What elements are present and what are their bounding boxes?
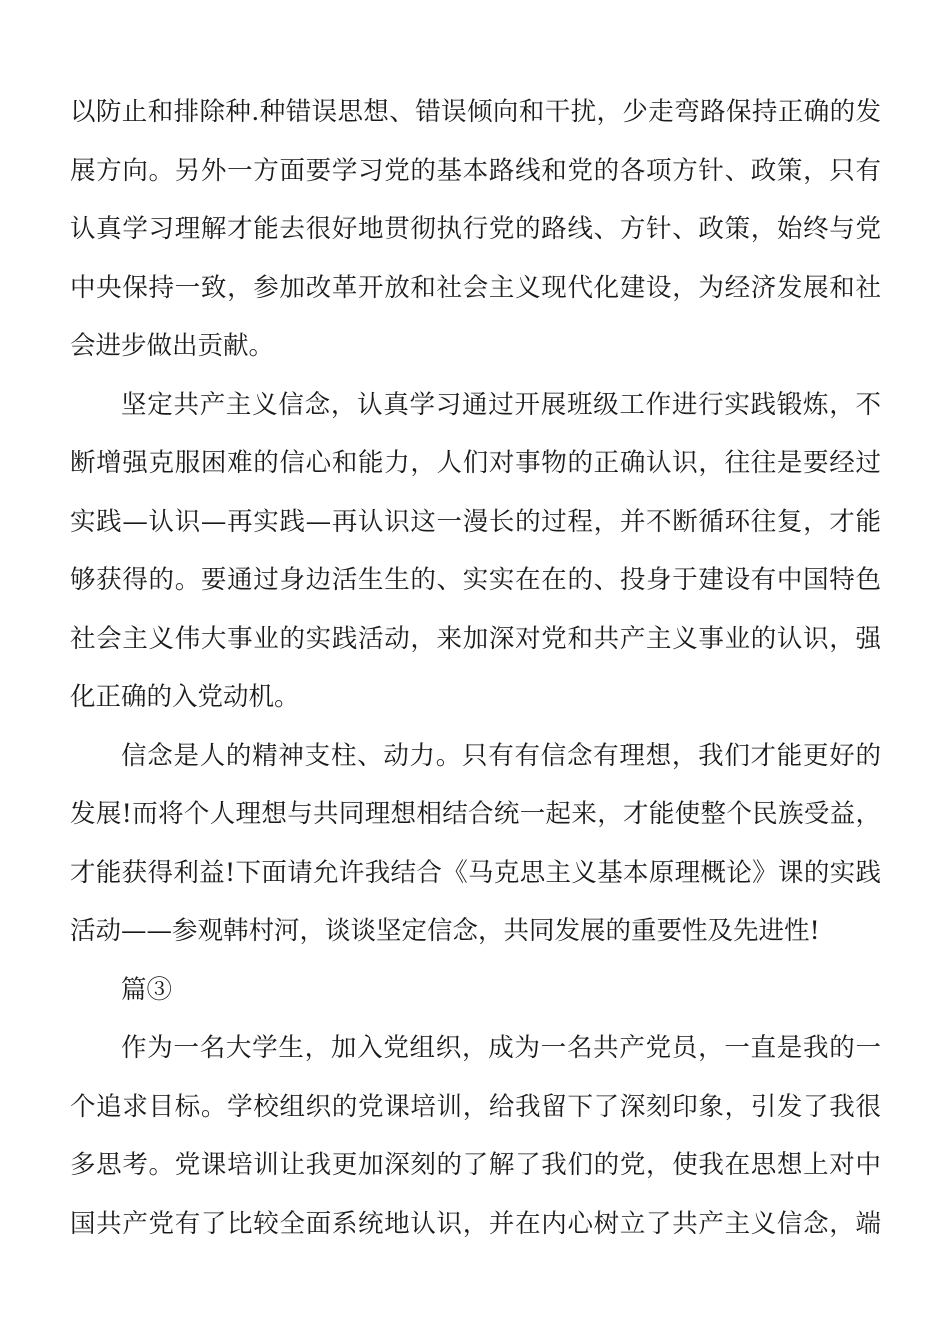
- text-line: 社会主义伟大事业的实践活动，来加深对党和共产主义事业的认识，强: [70, 623, 881, 654]
- text-line: 坚定共产主义信念，认真学习通过开展班级工作进行实践锻炼，不: [121, 389, 881, 420]
- paragraph-4: [70, 1027, 881, 1261]
- paragraph-1: [70, 91, 881, 384]
- text-line: 认真学习理解才能去很好地贯彻执行党的路线、方针、政策，始终与党: [70, 214, 881, 244]
- text-line: 发展!而将个人理想与共同理想相结合统一起来，才能使整个民族受益，: [70, 799, 881, 829]
- text-line: 信念是人的精神支柱、动力。只有有信念有理想，我们才能更好的: [121, 740, 881, 771]
- text-line: 展方向。另外一方面要学习党的基本路线和党的各项方针、政策，只有: [70, 155, 881, 186]
- text-line: 断增强克服困难的信心和能力，人们对事物的正确认识，往往是要经过: [70, 448, 881, 478]
- text-line: 作为一名大学生，加入党组织，成为一名共产党员，一直是我的一: [121, 1033, 881, 1063]
- paragraph-2: [70, 384, 881, 735]
- text-line: 国共产党有了比较全面系统地认识，并在内心树立了共产主义信念，端: [70, 1208, 881, 1239]
- text-line: 才能获得利益!下面请允许我结合《马克思主义基本原理概论》课的实践: [70, 857, 881, 888]
- text-line: 以防止和排除种.种错误思想、错误倾向和干扰，少走弯路保持正确的发: [70, 97, 881, 127]
- text-line: 会进步做出贡献。: [70, 331, 275, 361]
- text-line: 个追求目标。学校组织的党课培训，给我留下了深刻印象，引发了我很: [70, 1091, 881, 1122]
- text-line: 实践—认识—再实践—再认识这一漫长的过程，并不断循环往复，才能: [70, 506, 881, 537]
- section-heading: [70, 969, 881, 1028]
- text-line: 够获得的。要通过身边活生生的、实实在在的、投身于建设有中国特色: [70, 565, 881, 595]
- text-line: 化正确的入党动机。: [70, 682, 300, 712]
- text-line: 多思考。党课培训让我更加深刻的了解了我们的党，使我在思想上对中: [70, 1150, 881, 1180]
- text-line: 中央保持一致，参加改革开放和社会主义现代化建设，为经济发展和社: [70, 272, 881, 303]
- paragraph-3: [70, 735, 881, 969]
- text-line: 活动——参观韩村河，谈谈坚定信念，共同发展的重要性及先进性!: [70, 916, 820, 946]
- document-page: [70, 91, 881, 1261]
- text-line: 篇③: [121, 974, 173, 1005]
